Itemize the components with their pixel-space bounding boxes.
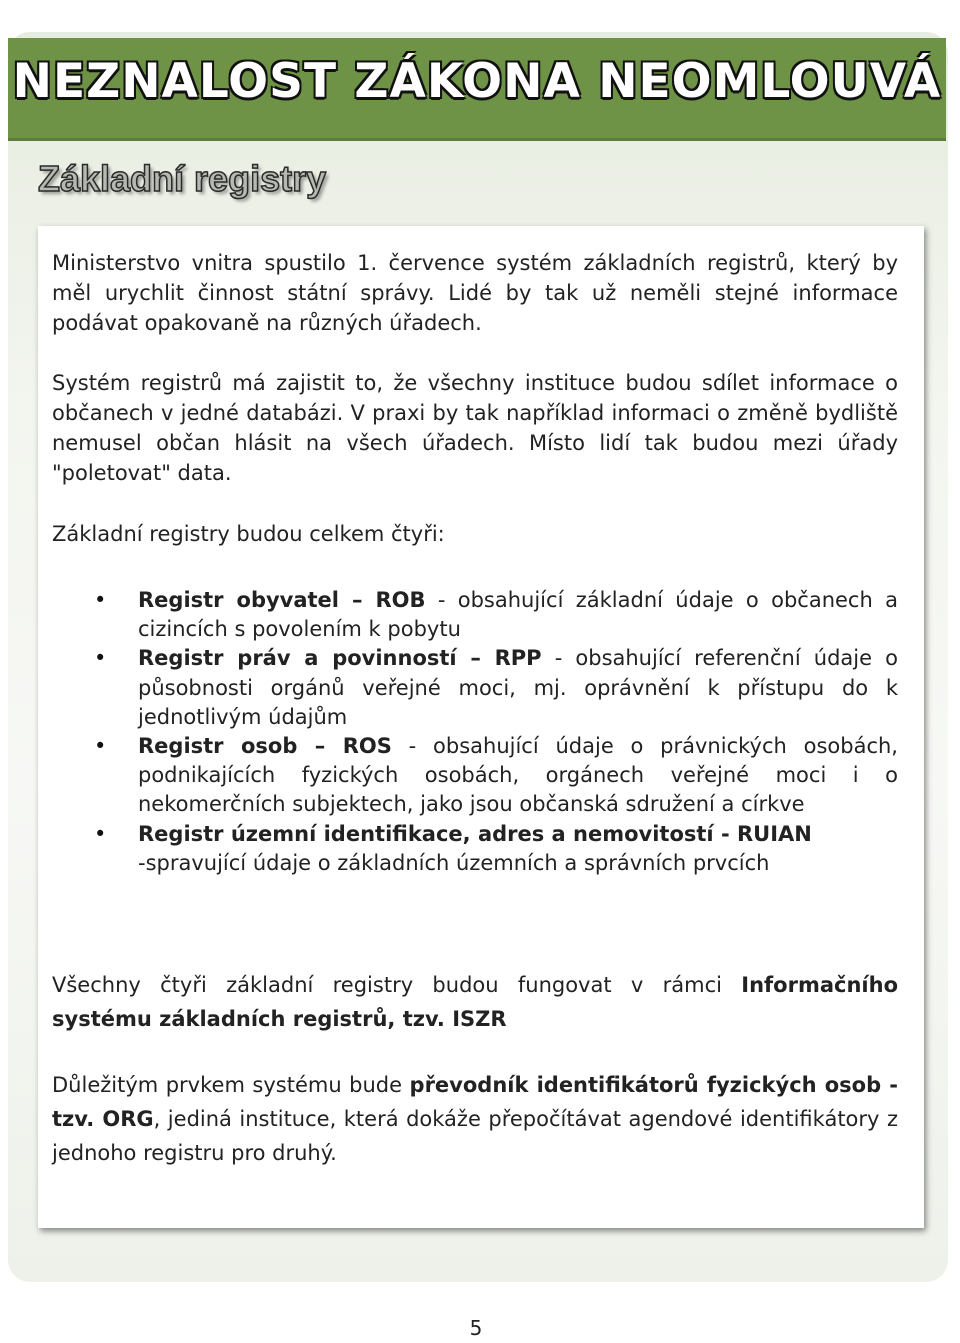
list-item (52, 644, 898, 732)
iszr-text: Všechny čtyři základní registry budou fungovat v rámci (52, 973, 722, 997)
paragraph-intro: Ministerstvo vnitra spustilo 1. července systém základních registrů, který by měl urychlit činnost státní správy. Lidé by tak už neměli stejné informace podávat opakovaně na různých úřadech. (52, 251, 898, 335)
section-title: Základní registry (38, 158, 327, 199)
register-name: Registr osob – ROS (138, 734, 392, 759)
paragraph-org (52, 1068, 898, 1170)
org-text-1: Důležitým prvkem systému bude (52, 1073, 410, 1097)
register-desc: - obsahující údaje o právnických osobách, podnikajících fyzických osobách, orgánech veřejné moci i o nekomerčních subjektech, jako jsou občanská sdružení a církve (138, 734, 898, 817)
org-bold: převodník identifikátorů fyzických osob - tzv. ORG (52, 1073, 898, 1131)
iszr-bold: Informačního systému základních registrů, tzv. ISZR (52, 973, 898, 1031)
register-name: Registr obyvatel – ROB (138, 588, 426, 612)
list-item (52, 586, 898, 644)
banner-title: NEZNALOST ZÁKONA NEOMLOUVÁ (12, 54, 942, 109)
list-item (52, 732, 898, 820)
register-desc: - obsahující základní údaje o občanech a cizincích s povolením k pobytu (138, 588, 898, 642)
org-text-2: , jediná instituce, která dokáže přepočítávat agendové identifikátory z jednoho registru pro druhý. (52, 1107, 898, 1165)
paragraph-system: Systém registrů má zajistit to, že všechny instituce budou sdílet informace o občanech v jedné databázi. V praxi by tak například informaci o změně bydliště nemusel občan hlásit na všech úřadech. Místo lidí tak budou mezi úřady "poletovat" data. (52, 371, 898, 485)
page-number: 5 (469, 1316, 483, 1340)
register-desc: - obsahující referenční údaje o působnosti orgánů veřejné moci, mj. oprávnění k přístupu do k jednotlivým údajům (138, 646, 898, 729)
registers-list (52, 586, 898, 878)
paragraph-count: Základní registry budou celkem čtyři: (52, 522, 445, 546)
register-desc: -spravující údaje o základních územních a správních prvcích (138, 850, 770, 875)
register-name: Registr práv a povinností – RPP (138, 646, 542, 671)
register-name: Registr územní identifikace, adres a nemovitostí - RUIAN (138, 821, 812, 846)
list-item (52, 820, 898, 878)
paragraph-iszr (52, 968, 898, 1036)
title-banner (8, 38, 946, 141)
